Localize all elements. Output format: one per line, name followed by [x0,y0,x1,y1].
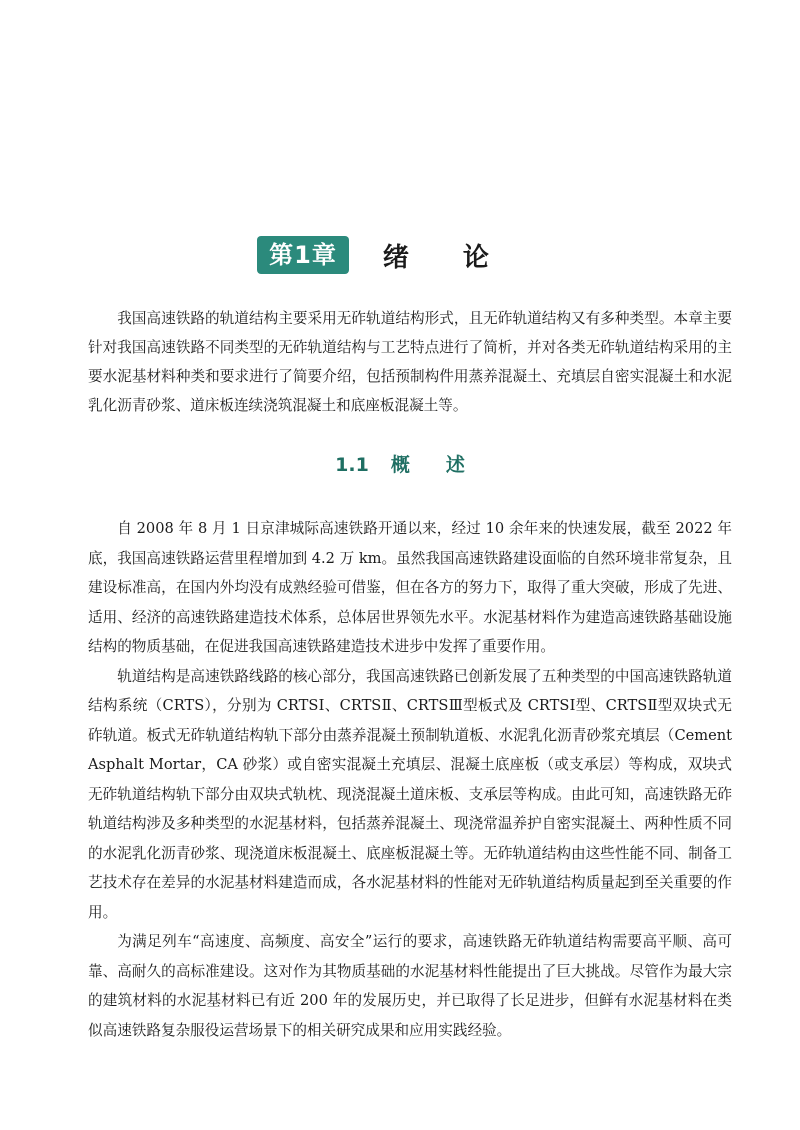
body-paragraph: 为满足列车“高速度、高频度、高安全”运行的要求，高速铁路无砟轨道结构需要高平顺、高可靠、高耐久的高标准建设。这对作为其物质基础的水泥基材料性能提出了巨大挑战。尽管作为最大宗的建筑材料的水泥基材料已有近 200 年的发展历史，并已取得了长足进步，但鲜有水泥基材料在类似高速铁路复杂服役运营场景下的相关研究成果和应用实践经验。 [88,933,732,1039]
chapter-intro: 我国高速铁路的轨道结构主要采用无砟轨道结构形式，且无砟轨道结构又有多种类型。本章主要针对我国高速铁路不同类型的无砟轨道结构与工艺特点进行了简析，并对各类无砟轨道结构采用的主要水泥基材料种类和要求进行了简要介绍，包括预制构件用蒸养混凝土、充填层自密实混凝土和水泥乳化沥青砂浆、道床板连续浇筑混凝土和底座板混凝土等。 [88,310,732,414]
chapter-label: 第1章 [257,236,349,274]
section-title: 概述 [390,454,501,476]
body-paragraph: 自 2008 年 8 月 1 日京津城际高速铁路开通以来，经过 10 余年来的快速发展，截至 2022 年底，我国高速铁路运营里程增加到 4.2 万 km。虽然我国高速铁路建设面临的自然环境非常复杂，且建设标准高，在国内外均没有成熟经验可借鉴，但在各方的努力下，取得了重大突破，形成了先进、适用、经济的高速铁路建造技术体系，总体居世界领先水平。水泥基材料作为建造高速铁路基础设施结构的物质基础，在促进我国高速铁路建造技术进步中发挥了重要作用。 [88,520,732,655]
chapter-heading [0,236,800,274]
section-heading [0,450,800,477]
chapter-title: 绪论 [382,242,543,273]
body-paragraph: 轨道结构是高速铁路线路的核心部分，我国高速铁路已创新发展了五种类型的中国高速铁路轨道结构系统（CRTS），分别为 CRTSⅠ、CRTSⅡ、CRTSⅢ型板式及 CRTSⅠ型、CRTSⅡ型双块式无砟轨道。板式无砟轨道结构轨下部分由蒸养混凝土预制轨道板、水泥乳化沥青砂浆充填层（Cement Asphalt Mortar，CA 砂浆）或自密实混凝土充填层、混凝土底座板（或支承层）等构成，双块式无砟轨道结构轨下部分由双块式轨枕、现浇混凝土道床板、支承层等构成。由此可知，高速铁路无砟轨道结构涉及多种类型的水泥基材料，包括蒸养混凝土、现浇常温养护自密实混凝土、两种性质不同的水泥乳化沥青砂浆、现浇道床板混凝土、底座板混凝土等。无砟轨道结构由这些性能不同、制备工艺技术存在差异的水泥基材料建造而成，各水泥基材料的性能对无砟轨道结构质量起到至关重要的作用。 [88,667,732,921]
section-body [88,514,732,1045]
section-number: 1.1 [335,454,369,476]
